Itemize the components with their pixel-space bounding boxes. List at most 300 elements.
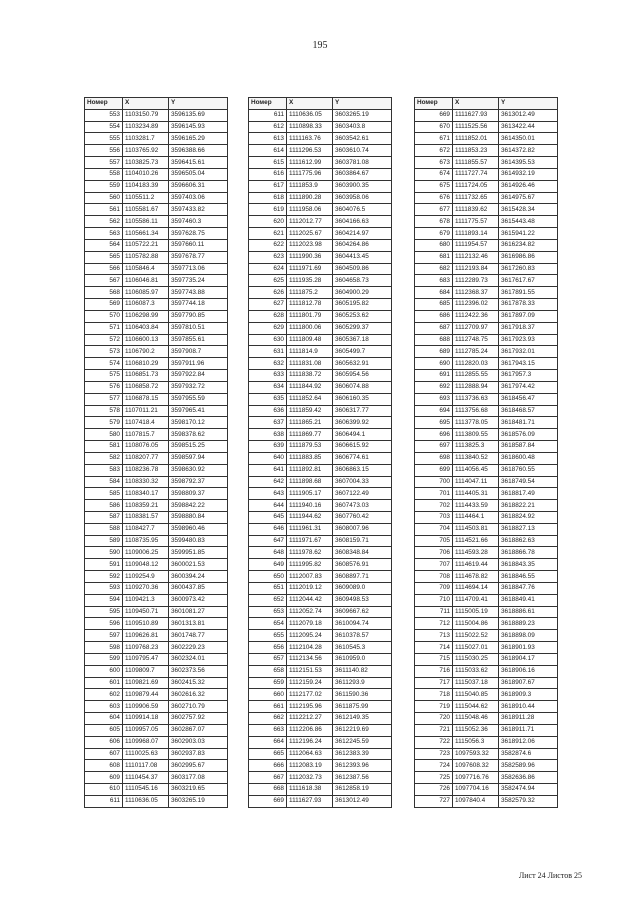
y-coordinate-cell: 3603900.35 bbox=[333, 180, 392, 192]
table-row bbox=[85, 121, 228, 133]
table-row bbox=[249, 168, 392, 180]
column-header: Y bbox=[169, 98, 228, 110]
y-coordinate-cell: 3618898.09 bbox=[499, 630, 558, 642]
point-number-cell: 682 bbox=[415, 263, 453, 275]
x-coordinate-cell: 1112396.02 bbox=[453, 299, 499, 311]
x-coordinate-cell: 1111893.14 bbox=[453, 228, 499, 240]
y-coordinate-cell: 3617918.37 bbox=[499, 322, 558, 334]
point-number-cell: 726 bbox=[415, 784, 453, 796]
table-row bbox=[415, 464, 558, 476]
point-number-cell: 570 bbox=[85, 310, 123, 322]
table-row bbox=[415, 772, 558, 784]
x-coordinate-cell: 1115033.62 bbox=[453, 665, 499, 677]
table-row bbox=[85, 180, 228, 192]
table-row bbox=[415, 109, 558, 121]
point-number-cell: 567 bbox=[85, 275, 123, 287]
point-number-cell: 581 bbox=[85, 441, 123, 453]
point-number-cell: 705 bbox=[415, 535, 453, 547]
table-row bbox=[415, 559, 558, 571]
table-row bbox=[249, 299, 392, 311]
table-row bbox=[249, 393, 392, 405]
point-number-cell: 574 bbox=[85, 358, 123, 370]
y-coordinate-cell: 3618904.17 bbox=[499, 653, 558, 665]
point-number-cell: 604 bbox=[85, 713, 123, 725]
point-number-cell: 554 bbox=[85, 121, 123, 133]
y-coordinate-cell: 3611140.82 bbox=[333, 665, 392, 677]
point-number-cell: 598 bbox=[85, 642, 123, 654]
point-number-cell: 652 bbox=[249, 594, 287, 606]
x-coordinate-cell: 1109879.44 bbox=[123, 689, 169, 701]
x-coordinate-cell: 1113809.55 bbox=[453, 429, 499, 441]
table-row bbox=[85, 370, 228, 382]
y-coordinate-cell: 3597660.11 bbox=[169, 239, 228, 251]
y-coordinate-cell: 3614395.53 bbox=[499, 157, 558, 169]
x-coordinate-cell: 1114694.14 bbox=[453, 582, 499, 594]
x-coordinate-cell: 1109048.12 bbox=[123, 559, 169, 571]
table-row bbox=[249, 476, 392, 488]
table-row bbox=[85, 157, 228, 169]
y-coordinate-cell: 3617943.15 bbox=[499, 358, 558, 370]
x-coordinate-cell: 1113840.52 bbox=[453, 452, 499, 464]
point-number-cell: 628 bbox=[249, 310, 287, 322]
point-number-cell: 721 bbox=[415, 724, 453, 736]
x-coordinate-cell: 1111898.68 bbox=[287, 476, 333, 488]
table-row bbox=[249, 784, 392, 796]
y-coordinate-cell: 3582579.32 bbox=[499, 795, 558, 807]
table-row bbox=[415, 287, 558, 299]
point-number-cell: 718 bbox=[415, 689, 453, 701]
x-coordinate-cell: 1112032.73 bbox=[287, 772, 333, 784]
y-coordinate-cell: 3602324.01 bbox=[169, 653, 228, 665]
x-coordinate-cell: 1114056.45 bbox=[453, 464, 499, 476]
y-coordinate-cell: 3618824.92 bbox=[499, 511, 558, 523]
y-coordinate-cell: 3596165.29 bbox=[169, 133, 228, 145]
column-header: Номер bbox=[415, 98, 453, 110]
y-coordinate-cell: 3613012.49 bbox=[499, 109, 558, 121]
x-coordinate-cell: 1109906.59 bbox=[123, 701, 169, 713]
point-number-cell: 573 bbox=[85, 346, 123, 358]
x-coordinate-cell: 1112193.84 bbox=[453, 263, 499, 275]
x-coordinate-cell: 1109821.69 bbox=[123, 677, 169, 689]
point-number-cell: 569 bbox=[85, 299, 123, 311]
x-coordinate-cell: 1111869.77 bbox=[287, 429, 333, 441]
y-coordinate-cell: 3606863.15 bbox=[333, 464, 392, 476]
table-row bbox=[85, 452, 228, 464]
x-coordinate-cell: 1110025.63 bbox=[123, 748, 169, 760]
point-number-cell: 566 bbox=[85, 263, 123, 275]
y-coordinate-cell: 3603781.08 bbox=[333, 157, 392, 169]
point-number-cell: 577 bbox=[85, 393, 123, 405]
point-number-cell: 559 bbox=[85, 180, 123, 192]
point-number-cell: 619 bbox=[249, 204, 287, 216]
point-number-cell: 557 bbox=[85, 157, 123, 169]
x-coordinate-cell: 1111801.79 bbox=[287, 310, 333, 322]
point-number-cell: 621 bbox=[249, 228, 287, 240]
table-row bbox=[249, 653, 392, 665]
y-coordinate-cell: 3605253.62 bbox=[333, 310, 392, 322]
y-coordinate-cell: 3602415.32 bbox=[169, 677, 228, 689]
y-coordinate-cell: 3596388.66 bbox=[169, 145, 228, 157]
x-coordinate-cell: 1112052.74 bbox=[287, 606, 333, 618]
table-row bbox=[415, 511, 558, 523]
table-row bbox=[415, 606, 558, 618]
y-coordinate-cell: 3618911.28 bbox=[499, 713, 558, 725]
y-coordinate-cell: 3597932.72 bbox=[169, 381, 228, 393]
table-row bbox=[249, 713, 392, 725]
table-row bbox=[415, 476, 558, 488]
y-coordinate-cell: 3597965.41 bbox=[169, 405, 228, 417]
table-row bbox=[415, 168, 558, 180]
y-coordinate-cell: 3605299.37 bbox=[333, 322, 392, 334]
x-coordinate-cell: 1112095.24 bbox=[287, 630, 333, 642]
table-row bbox=[85, 606, 228, 618]
table-row bbox=[415, 571, 558, 583]
y-coordinate-cell: 3610959.0 bbox=[333, 653, 392, 665]
point-number-cell: 692 bbox=[415, 381, 453, 393]
point-number-cell: 659 bbox=[249, 677, 287, 689]
point-number-cell: 680 bbox=[415, 239, 453, 251]
x-coordinate-cell: 1109450.71 bbox=[123, 606, 169, 618]
table-row bbox=[249, 772, 392, 784]
table-row bbox=[415, 157, 558, 169]
point-number-cell: 620 bbox=[249, 216, 287, 228]
y-coordinate-cell: 3602710.79 bbox=[169, 701, 228, 713]
y-coordinate-cell: 3618843.35 bbox=[499, 559, 558, 571]
y-coordinate-cell: 3606160.35 bbox=[333, 393, 392, 405]
x-coordinate-cell: 1112044.42 bbox=[287, 594, 333, 606]
table-row bbox=[415, 239, 558, 251]
table-row bbox=[415, 275, 558, 287]
table-row bbox=[415, 500, 558, 512]
x-coordinate-cell: 1114593.28 bbox=[453, 547, 499, 559]
x-coordinate-cell: 1115040.85 bbox=[453, 689, 499, 701]
table-row bbox=[249, 736, 392, 748]
table-row bbox=[85, 653, 228, 665]
x-coordinate-cell: 1113756.68 bbox=[453, 405, 499, 417]
point-number-cell: 590 bbox=[85, 547, 123, 559]
y-coordinate-cell: 3614350.01 bbox=[499, 133, 558, 145]
x-coordinate-cell: 1109626.81 bbox=[123, 630, 169, 642]
y-coordinate-cell: 3617897.09 bbox=[499, 310, 558, 322]
y-coordinate-cell: 3602616.32 bbox=[169, 689, 228, 701]
x-coordinate-cell: 1109270.36 bbox=[123, 582, 169, 594]
table-row bbox=[415, 393, 558, 405]
x-coordinate-cell: 1111990.36 bbox=[287, 251, 333, 263]
y-coordinate-cell: 3617617.67 bbox=[499, 275, 558, 287]
y-coordinate-cell: 3618906.16 bbox=[499, 665, 558, 677]
x-coordinate-cell: 1114047.11 bbox=[453, 476, 499, 488]
y-coordinate-cell: 3608897.71 bbox=[333, 571, 392, 583]
table-row bbox=[85, 263, 228, 275]
point-number-cell: 715 bbox=[415, 653, 453, 665]
x-coordinate-cell: 1111612.99 bbox=[287, 157, 333, 169]
point-number-cell: 633 bbox=[249, 370, 287, 382]
table-row bbox=[249, 523, 392, 535]
point-number-cell: 704 bbox=[415, 523, 453, 535]
y-coordinate-cell: 3600437.85 bbox=[169, 582, 228, 594]
y-coordinate-cell: 3618749.54 bbox=[499, 476, 558, 488]
y-coordinate-cell: 3608007.96 bbox=[333, 523, 392, 535]
point-number-cell: 634 bbox=[249, 381, 287, 393]
column-header: X bbox=[287, 98, 333, 110]
point-number-cell: 689 bbox=[415, 346, 453, 358]
coordinates-table-2 bbox=[248, 97, 392, 808]
point-number-cell: 653 bbox=[249, 606, 287, 618]
x-coordinate-cell: 1108381.57 bbox=[123, 511, 169, 523]
table-row bbox=[415, 405, 558, 417]
x-coordinate-cell: 1114709.41 bbox=[453, 594, 499, 606]
x-coordinate-cell: 1106298.99 bbox=[123, 310, 169, 322]
table-row bbox=[415, 334, 558, 346]
x-coordinate-cell: 1112855.55 bbox=[453, 370, 499, 382]
table-row bbox=[85, 145, 228, 157]
x-coordinate-cell: 1107418.4 bbox=[123, 417, 169, 429]
point-number-cell: 583 bbox=[85, 464, 123, 476]
point-number-cell: 708 bbox=[415, 571, 453, 583]
y-coordinate-cell: 3600021.53 bbox=[169, 559, 228, 571]
point-number-cell: 563 bbox=[85, 228, 123, 240]
table-row bbox=[415, 381, 558, 393]
table-row bbox=[249, 157, 392, 169]
table-row bbox=[85, 429, 228, 441]
table-row bbox=[85, 287, 228, 299]
sheet-footer: Лист 24 Листов 25 bbox=[518, 871, 582, 880]
point-number-cell: 693 bbox=[415, 393, 453, 405]
point-number-cell: 565 bbox=[85, 251, 123, 263]
y-coordinate-cell: 3616986.86 bbox=[499, 251, 558, 263]
point-number-cell: 576 bbox=[85, 381, 123, 393]
x-coordinate-cell: 1111732.65 bbox=[453, 192, 499, 204]
point-number-cell: 592 bbox=[85, 571, 123, 583]
x-coordinate-cell: 1111852.01 bbox=[453, 133, 499, 145]
x-coordinate-cell: 1111800.06 bbox=[287, 322, 333, 334]
y-coordinate-cell: 3618587.84 bbox=[499, 441, 558, 453]
point-number-cell: 686 bbox=[415, 310, 453, 322]
x-coordinate-cell: 1111775.57 bbox=[453, 216, 499, 228]
table-row bbox=[249, 121, 392, 133]
x-coordinate-cell: 1097608.32 bbox=[453, 760, 499, 772]
table-row bbox=[85, 239, 228, 251]
table-row bbox=[85, 204, 228, 216]
point-number-cell: 725 bbox=[415, 772, 453, 784]
y-coordinate-cell: 3618847.76 bbox=[499, 582, 558, 594]
point-number-cell: 727 bbox=[415, 795, 453, 807]
point-number-cell: 717 bbox=[415, 677, 453, 689]
point-number-cell: 584 bbox=[85, 476, 123, 488]
table-row bbox=[415, 713, 558, 725]
y-coordinate-cell: 3600394.24 bbox=[169, 571, 228, 583]
point-number-cell: 649 bbox=[249, 559, 287, 571]
x-coordinate-cell: 1111892.81 bbox=[287, 464, 333, 476]
x-coordinate-cell: 1112422.36 bbox=[453, 310, 499, 322]
x-coordinate-cell: 1111978.62 bbox=[287, 547, 333, 559]
x-coordinate-cell: 1108076.05 bbox=[123, 441, 169, 453]
x-coordinate-cell: 1108207.77 bbox=[123, 452, 169, 464]
point-number-cell: 658 bbox=[249, 665, 287, 677]
point-number-cell: 561 bbox=[85, 204, 123, 216]
y-coordinate-cell: 3618862.63 bbox=[499, 535, 558, 547]
point-number-cell: 641 bbox=[249, 464, 287, 476]
point-number-cell: 555 bbox=[85, 133, 123, 145]
point-number-cell: 600 bbox=[85, 665, 123, 677]
table-row bbox=[85, 713, 228, 725]
y-coordinate-cell: 3618456.47 bbox=[499, 393, 558, 405]
point-number-cell: 582 bbox=[85, 452, 123, 464]
x-coordinate-cell: 1108735.95 bbox=[123, 535, 169, 547]
table-row bbox=[415, 299, 558, 311]
point-number-cell: 688 bbox=[415, 334, 453, 346]
x-coordinate-cell: 1112206.86 bbox=[287, 724, 333, 736]
x-coordinate-cell: 1111627.93 bbox=[453, 109, 499, 121]
column-header: Y bbox=[333, 98, 392, 110]
point-number-cell: 673 bbox=[415, 157, 453, 169]
y-coordinate-cell: 3611875.99 bbox=[333, 701, 392, 713]
x-coordinate-cell: 1106046.81 bbox=[123, 275, 169, 287]
x-coordinate-cell: 1106878.15 bbox=[123, 393, 169, 405]
y-coordinate-cell: 3605499.7 bbox=[333, 346, 392, 358]
point-number-cell: 662 bbox=[249, 713, 287, 725]
y-coordinate-cell: 3614932.19 bbox=[499, 168, 558, 180]
x-coordinate-cell: 1111961.31 bbox=[287, 523, 333, 535]
table-row bbox=[415, 618, 558, 630]
table-row bbox=[85, 724, 228, 736]
point-number-cell: 594 bbox=[85, 594, 123, 606]
y-coordinate-cell: 3603177.08 bbox=[169, 772, 228, 784]
point-number-cell: 685 bbox=[415, 299, 453, 311]
table-row bbox=[415, 228, 558, 240]
table-row bbox=[249, 618, 392, 630]
x-coordinate-cell: 1105722.21 bbox=[123, 239, 169, 251]
point-number-cell: 637 bbox=[249, 417, 287, 429]
table-row bbox=[249, 547, 392, 559]
y-coordinate-cell: 3617260.83 bbox=[499, 263, 558, 275]
y-coordinate-cell: 3597713.06 bbox=[169, 263, 228, 275]
table-row bbox=[415, 547, 558, 559]
x-coordinate-cell: 1111163.76 bbox=[287, 133, 333, 145]
x-coordinate-cell: 1103825.73 bbox=[123, 157, 169, 169]
x-coordinate-cell: 1111958.06 bbox=[287, 204, 333, 216]
y-coordinate-cell: 3602373.56 bbox=[169, 665, 228, 677]
x-coordinate-cell: 1108359.21 bbox=[123, 500, 169, 512]
x-coordinate-cell: 1103234.89 bbox=[123, 121, 169, 133]
y-coordinate-cell: 3597908.7 bbox=[169, 346, 228, 358]
y-coordinate-cell: 3612219.69 bbox=[333, 724, 392, 736]
table-row bbox=[249, 677, 392, 689]
table-row bbox=[249, 239, 392, 251]
table-row bbox=[249, 500, 392, 512]
coordinates-table-3 bbox=[414, 97, 558, 808]
point-number-cell: 687 bbox=[415, 322, 453, 334]
point-number-cell: 613 bbox=[249, 133, 287, 145]
table-row bbox=[249, 133, 392, 145]
point-number-cell: 681 bbox=[415, 251, 453, 263]
x-coordinate-cell: 1114405.31 bbox=[453, 488, 499, 500]
table-row bbox=[85, 168, 228, 180]
x-coordinate-cell: 1105511.2 bbox=[123, 192, 169, 204]
x-coordinate-cell: 1109006.25 bbox=[123, 547, 169, 559]
x-coordinate-cell: 1114521.66 bbox=[453, 535, 499, 547]
point-number-cell: 599 bbox=[85, 653, 123, 665]
table-row bbox=[415, 263, 558, 275]
y-coordinate-cell: 3596505.04 bbox=[169, 168, 228, 180]
table-row bbox=[249, 192, 392, 204]
y-coordinate-cell: 3618827.13 bbox=[499, 523, 558, 535]
point-number-cell: 615 bbox=[249, 157, 287, 169]
table-row bbox=[85, 346, 228, 358]
table-row bbox=[415, 642, 558, 654]
x-coordinate-cell: 1110636.05 bbox=[123, 795, 169, 807]
point-number-cell: 624 bbox=[249, 263, 287, 275]
y-coordinate-cell: 3596145.93 bbox=[169, 121, 228, 133]
point-number-cell: 644 bbox=[249, 500, 287, 512]
x-coordinate-cell: 1112195.96 bbox=[287, 701, 333, 713]
table-row bbox=[415, 346, 558, 358]
point-number-cell: 656 bbox=[249, 642, 287, 654]
y-coordinate-cell: 3582589.96 bbox=[499, 760, 558, 772]
y-coordinate-cell: 3600973.42 bbox=[169, 594, 228, 606]
table-header-row bbox=[415, 98, 558, 110]
x-coordinate-cell: 1103150.79 bbox=[123, 109, 169, 121]
table-row bbox=[249, 346, 392, 358]
x-coordinate-cell: 1109968.07 bbox=[123, 736, 169, 748]
point-number-cell: 654 bbox=[249, 618, 287, 630]
y-coordinate-cell: 3597810.51 bbox=[169, 322, 228, 334]
table-row bbox=[415, 358, 558, 370]
table-row bbox=[249, 263, 392, 275]
y-coordinate-cell: 3608348.84 bbox=[333, 547, 392, 559]
table-row bbox=[249, 724, 392, 736]
x-coordinate-cell: 1097593.32 bbox=[453, 748, 499, 760]
x-coordinate-cell: 1106403.84 bbox=[123, 322, 169, 334]
table-row bbox=[249, 642, 392, 654]
table-row bbox=[85, 547, 228, 559]
y-coordinate-cell: 3612393.96 bbox=[333, 760, 392, 772]
y-coordinate-cell: 3615428.34 bbox=[499, 204, 558, 216]
y-coordinate-cell: 3602995.67 bbox=[169, 760, 228, 772]
point-number-cell: 627 bbox=[249, 299, 287, 311]
x-coordinate-cell: 1112132.46 bbox=[453, 251, 499, 263]
y-coordinate-cell: 3611293.9 bbox=[333, 677, 392, 689]
table-row bbox=[85, 251, 228, 263]
point-number-cell: 585 bbox=[85, 488, 123, 500]
table-row bbox=[249, 748, 392, 760]
table-row bbox=[415, 251, 558, 263]
point-number-cell: 697 bbox=[415, 441, 453, 453]
point-number-cell: 597 bbox=[85, 630, 123, 642]
x-coordinate-cell: 1112709.97 bbox=[453, 322, 499, 334]
y-coordinate-cell: 3602229.23 bbox=[169, 642, 228, 654]
y-coordinate-cell: 3618866.78 bbox=[499, 547, 558, 559]
point-number-cell: 601 bbox=[85, 677, 123, 689]
point-number-cell: 683 bbox=[415, 275, 453, 287]
table-row bbox=[85, 772, 228, 784]
table-row bbox=[85, 784, 228, 796]
table-row bbox=[249, 760, 392, 772]
point-number-cell: 719 bbox=[415, 701, 453, 713]
x-coordinate-cell: 1111525.56 bbox=[453, 121, 499, 133]
table-header-row bbox=[85, 98, 228, 110]
point-number-cell: 674 bbox=[415, 168, 453, 180]
point-number-cell: 701 bbox=[415, 488, 453, 500]
x-coordinate-cell: 1111814.9 bbox=[287, 346, 333, 358]
point-number-cell: 611 bbox=[85, 795, 123, 807]
x-coordinate-cell: 1112820.03 bbox=[453, 358, 499, 370]
point-number-cell: 586 bbox=[85, 500, 123, 512]
x-coordinate-cell: 1112079.18 bbox=[287, 618, 333, 630]
x-coordinate-cell: 1111812.78 bbox=[287, 299, 333, 311]
y-coordinate-cell: 3614975.67 bbox=[499, 192, 558, 204]
point-number-cell: 607 bbox=[85, 748, 123, 760]
